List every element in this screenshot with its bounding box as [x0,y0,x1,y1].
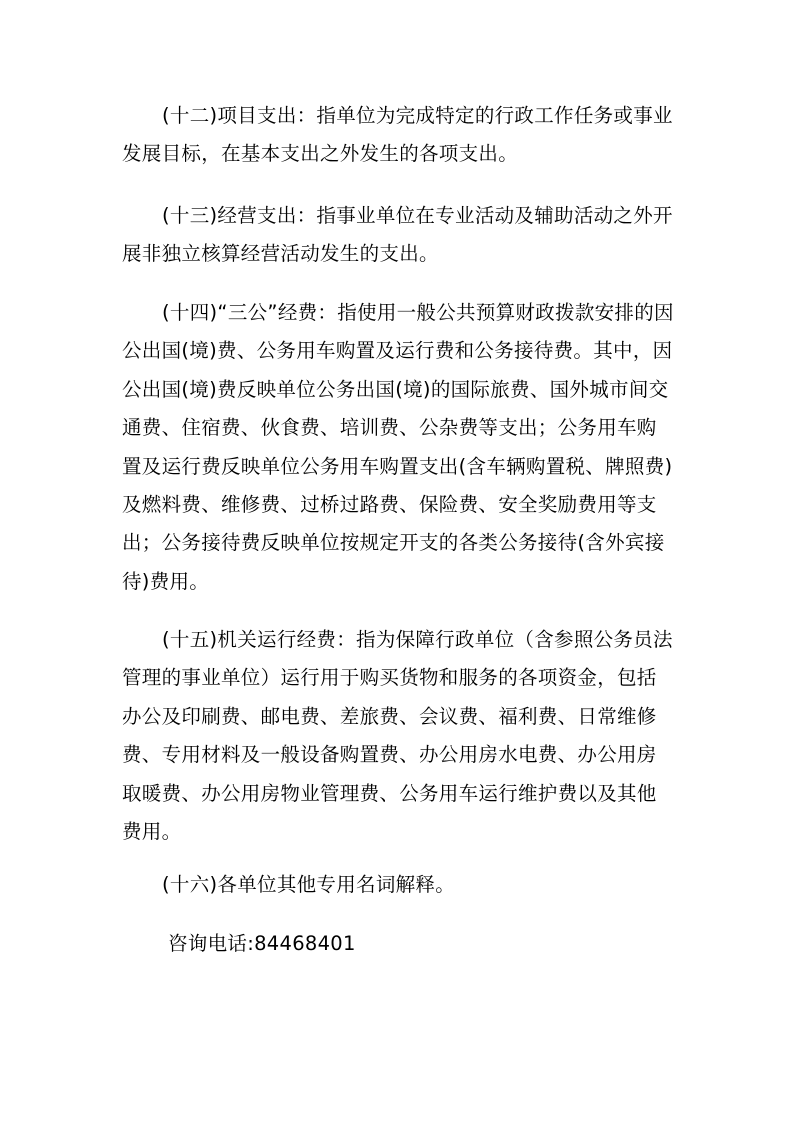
paragraph-other-terms: (十六)各单位其他专用名词解释。 [162,873,456,896]
paragraph-project-expenditure: (十二)项目支出：指单位为完成特定的行政工作任务或事业发展目标，在基本支出之外发生的各项支出。 [122,104,673,166]
paragraph-three-public-expenses: (十四)“三公”经费：指使用一般公共预算财政拨款安排的因公出国(境)费、公务用车购置及运行费和公务接待费。其中，因公出国(境)费反映单位公务出国(境)的国际旅费、国外城市间交通费、住宿费、伙食费、培训费、公杂费等支出；公务用车购置及运行费反映单位公务用车购置支出(含车辆购置税、牌照费)及燃料费、维修费、过桥过路费、保险费、安全奖励费用等支出；公务接待费反映单位按规定开支的各类公务接待(含外宾接待)费用。 [122,301,674,593]
contact-phone: 咨询电话:84468401 [168,932,356,955]
paragraph-agency-operating-expenses: (十五)机关运行经费：指为保障行政单位（含参照公务员法管理的事业单位）运行用于购买货物和服务的各项资金，包括办公及印刷费、邮电费、差旅费、会议费、福利费、日常维修费、专用材料及一般设备购置费、办公用房水电费、办公用房取暖费、办公用房物业管理费、公务用车运行维护费以及其他费用。 [122,628,673,844]
paragraph-operating-expenditure: (十三)经营支出：指事业单位在专业活动及辅助活动之外开展非独立核算经营活动发生的支出。 [122,204,673,266]
